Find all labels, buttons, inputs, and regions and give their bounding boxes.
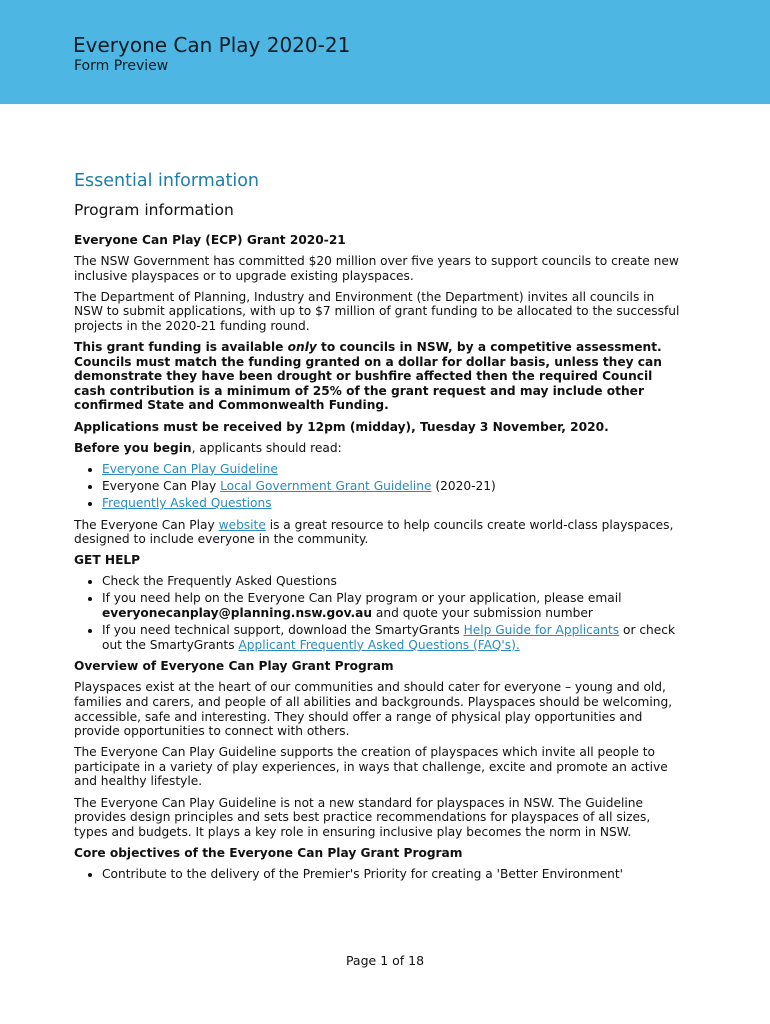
paragraph-eligibility (74, 340, 684, 413)
sub-title: Program information (74, 201, 234, 219)
paragraph-funding: The NSW Government has committed $20 million over five years to support councils to create new inclusive playspaces or to upgrade existing playspaces. (74, 254, 679, 283)
paragraph-deadline: Applications must be received by 12pm (midday), Tuesday 3 November, 2020. (74, 419, 609, 434)
core-objectives-heading: Core objectives of the Everyone Can Play Grant Program (74, 845, 463, 860)
faq-link[interactable]: Frequently Asked Questions (102, 495, 272, 510)
section-title: Essential information (74, 171, 260, 191)
list-item-text: If you need help on the Everyone Can Play program or your application, please email (102, 591, 622, 606)
list-item: • Contribute to the delivery of the Premier's Priority for creating a 'Better Environment' (102, 867, 684, 882)
eligibility-emphasis: only (287, 340, 317, 355)
applicant-faq-link[interactable]: Applicant Frequently Asked Questions (FAQ's). (238, 637, 520, 652)
paragraph-website (74, 518, 684, 547)
list-item (102, 479, 684, 494)
before-you-begin-text: , applicants should read: (191, 440, 342, 455)
reading-list (74, 462, 684, 511)
paragraph-overview-1: Playspaces exist at the heart of our communities and should cater for everyone – young and old, families and carers, and people of all abilities and backgrounds. Playspaces should be welcoming, accessible, safe and interesting. They should offer a range of physical play opportunities and provide opportunities to connect with others. (74, 680, 673, 739)
paragraph-overview-3: The Everyone Can Play Guideline is not a new standard for playspaces in NSW. The Guideline provides design principles and sets best practice recommendations for playspaces of all sizes, types and budgets. It plays a key role in ensuring inclusive play becomes the norm in NSW. (74, 795, 651, 839)
eligibility-text-1: This grant funding is available (74, 340, 288, 355)
list-item (102, 462, 684, 477)
website-link[interactable]: website (218, 517, 266, 532)
paragraph-overview-2: The Everyone Can Play Guideline supports the creation of playspaces which invite all people to participate in a variety of play experiences, in ways that challenge, excite and promote an active and healthy lifestyle. (74, 745, 668, 789)
list-item-text: If you need technical support, download the SmartyGrants (102, 623, 464, 638)
list-item-text: and quote your submission number (372, 605, 593, 620)
list-item-text: (2020-21) (431, 478, 496, 493)
grant-heading: Everyone Can Play (ECP) Grant 2020-21 (74, 233, 346, 247)
list-item-text: or check out the SmartyGrants (102, 623, 676, 652)
before-you-begin-label: Before you begin (74, 440, 192, 455)
page-content (74, 170, 684, 888)
help-guide-link[interactable]: Help Guide for Applicants (463, 623, 620, 638)
paragraph-before-you-begin (74, 441, 684, 456)
help-list (74, 574, 684, 652)
list-item (102, 496, 684, 511)
website-text-1: The Everyone Can Play (74, 517, 219, 532)
list-item: • Check the Frequently Asked Questions (102, 574, 684, 589)
header-banner (0, 0, 770, 104)
form-title: Everyone Can Play 2020-21 (73, 33, 351, 57)
list-item-text: Everyone Can Play (102, 478, 221, 493)
guideline-link[interactable]: Everyone Can Play Guideline (102, 461, 278, 476)
page-number: Page 1 of 18 (345, 953, 425, 968)
core-objectives-list (74, 867, 684, 882)
list-item (102, 623, 684, 652)
get-help-heading: GET HELP (74, 553, 141, 568)
list-item (102, 591, 684, 620)
website-text-2: is a great resource to help councils create world-class playspaces, designed to include everyone in the community. (74, 517, 674, 547)
support-email: everyonecanplay@planning.nsw.gov.au (102, 605, 373, 620)
eligibility-text-2: to councils in NSW, by a competitive assessment. Councils must match the funding granted on a dollar for dollar basis, unless they can demonstrate they have been drought or bushfire affected then the required Council cash contribution is a minimum of 25% of the grant request and may include other confirmed State and Commonwealth Funding. (74, 340, 662, 413)
overview-heading: Overview of Everyone Can Play Grant Program (74, 659, 394, 674)
paragraph-department: The Department of Planning, Industry and Environment (the Department) invites all councils in NSW to submit applications, with up to $7 million of grant funding to be allocated to the successful projects in the 2020-21 funding round. (74, 289, 680, 333)
form-subtitle: Form Preview (74, 58, 169, 74)
lg-grant-guideline-link[interactable]: Local Government Grant Guideline (220, 478, 432, 493)
